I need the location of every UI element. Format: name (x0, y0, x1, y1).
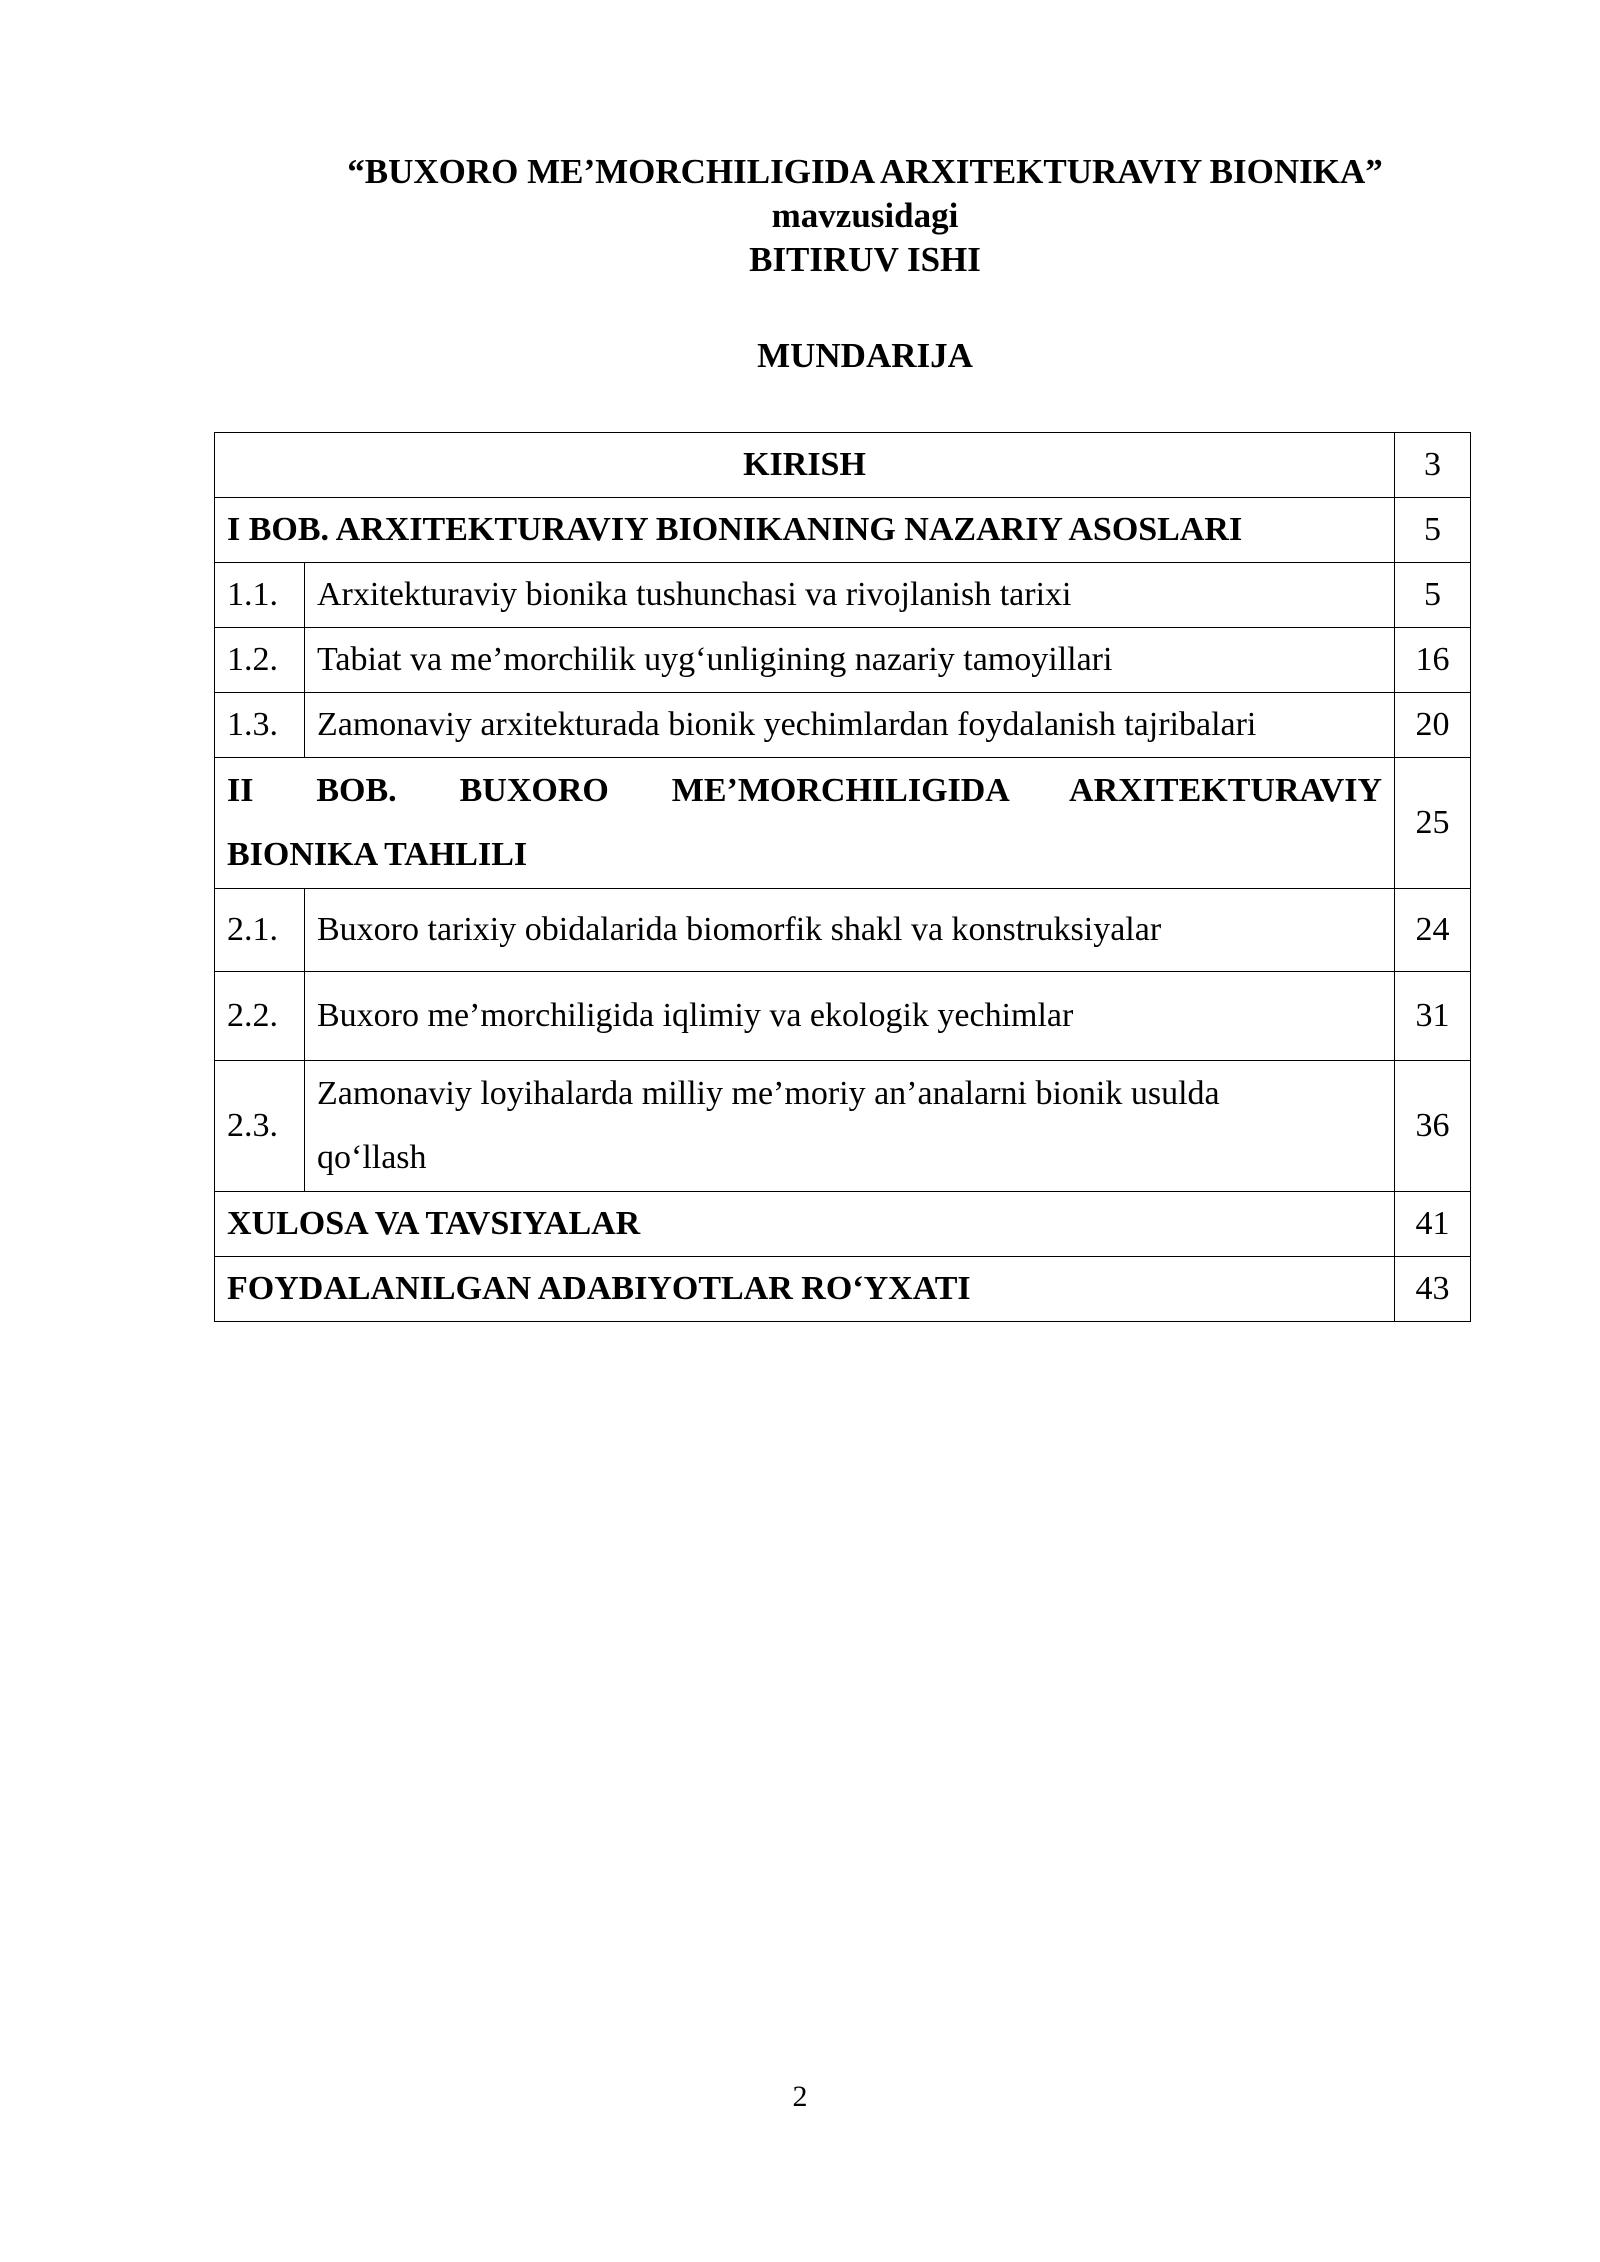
toc-item-title (305, 1061, 1395, 1192)
title-line-1: “BUXORO ME’MORCHILIGIDA ARXITEKTURAVIY BIONIKA” (347, 152, 1383, 191)
toc-row-2-3 (215, 1061, 1471, 1192)
toc-row-chapter-2 (215, 758, 1471, 889)
toc-chapter-2-title-line-2: BIONIKA TAHLILI (227, 836, 528, 873)
toc-chapter-1-page: 5 (1395, 498, 1471, 563)
toc-row-1-2 (215, 628, 1471, 693)
toc-intro-title: KIRISH (215, 433, 1395, 498)
toc-intro-page: 3 (1395, 433, 1471, 498)
toc-chapter-2-title (215, 758, 1395, 889)
toc-chapter-2-page: 25 (1395, 758, 1471, 889)
toc-item-title-line-2: qo‘llash (317, 1139, 427, 1176)
toc-row-references (215, 1257, 1471, 1322)
toc-item-number: 2.2. (215, 972, 305, 1061)
toc-item-title: Arxitekturaviy bionika tushunchasi va rivojlanish tarixi (305, 563, 1395, 628)
title-line-2: mavzusidagi (771, 196, 959, 235)
toc-item-title-line-1: Zamonaviy loyihalarda milliy me’moriy an’analarni bionik usulda (317, 1075, 1220, 1112)
toc-item-page: 24 (1395, 889, 1471, 972)
toc-conclusion-title: XULOSA VA TAVSIYALAR (215, 1192, 1395, 1257)
toc-item-number: 2.3. (215, 1061, 305, 1192)
toc-row-2-1 (215, 889, 1471, 972)
toc-conclusion-page: 41 (1395, 1192, 1471, 1257)
table-of-contents (214, 432, 1471, 1322)
toc-references-page: 43 (1395, 1257, 1471, 1322)
toc-row-chapter-1 (215, 498, 1471, 563)
toc-item-number: 1.3. (215, 693, 305, 758)
toc-item-title: Zamonaviy arxitekturada bionik yechimlardan foydalanish tajribalari (305, 693, 1395, 758)
toc-item-number: 2.1. (215, 889, 305, 972)
toc-row-2-2 (215, 972, 1471, 1061)
toc-item-page: 31 (1395, 972, 1471, 1061)
toc-chapter-1-title: I BOB. ARXITEKTURAVIY BIONIKANING NAZARIY ASOSLARI (215, 498, 1395, 563)
toc-item-number: 1.2. (215, 628, 305, 693)
document-title (215, 150, 1515, 282)
toc-chapter-2-title-line-1: II BOB. BUXORO ME’MORCHILIGIDA ARXITEKTURAVIY (227, 772, 1383, 809)
toc-references-title: FOYDALANILGAN ADABIYOTLAR RO‘YXATI (215, 1257, 1395, 1322)
toc-row-intro (215, 433, 1471, 498)
toc-item-page: 20 (1395, 693, 1471, 758)
toc-row-conclusion (215, 1192, 1471, 1257)
toc-heading: MUNDARIJA (757, 336, 973, 375)
toc-item-title: Tabiat va me’morchilik uyg‘unligining nazariy tamoyillari (305, 628, 1395, 693)
toc-item-number: 1.1. (215, 563, 305, 628)
toc-row-1-3 (215, 693, 1471, 758)
toc-item-page: 5 (1395, 563, 1471, 628)
toc-item-title: Buxoro me’morchiligida iqlimiy va ekologik yechimlar (305, 972, 1395, 1061)
toc-item-title: Buxoro tarixiy obidalarida biomorfik shakl va konstruksiyalar (305, 889, 1395, 972)
toc-row-1-1 (215, 563, 1471, 628)
page-number: 2 (792, 2080, 808, 2113)
toc-item-page: 36 (1395, 1061, 1471, 1192)
toc-item-page: 16 (1395, 628, 1471, 693)
title-line-3: BITIRUV ISHI (749, 240, 981, 279)
